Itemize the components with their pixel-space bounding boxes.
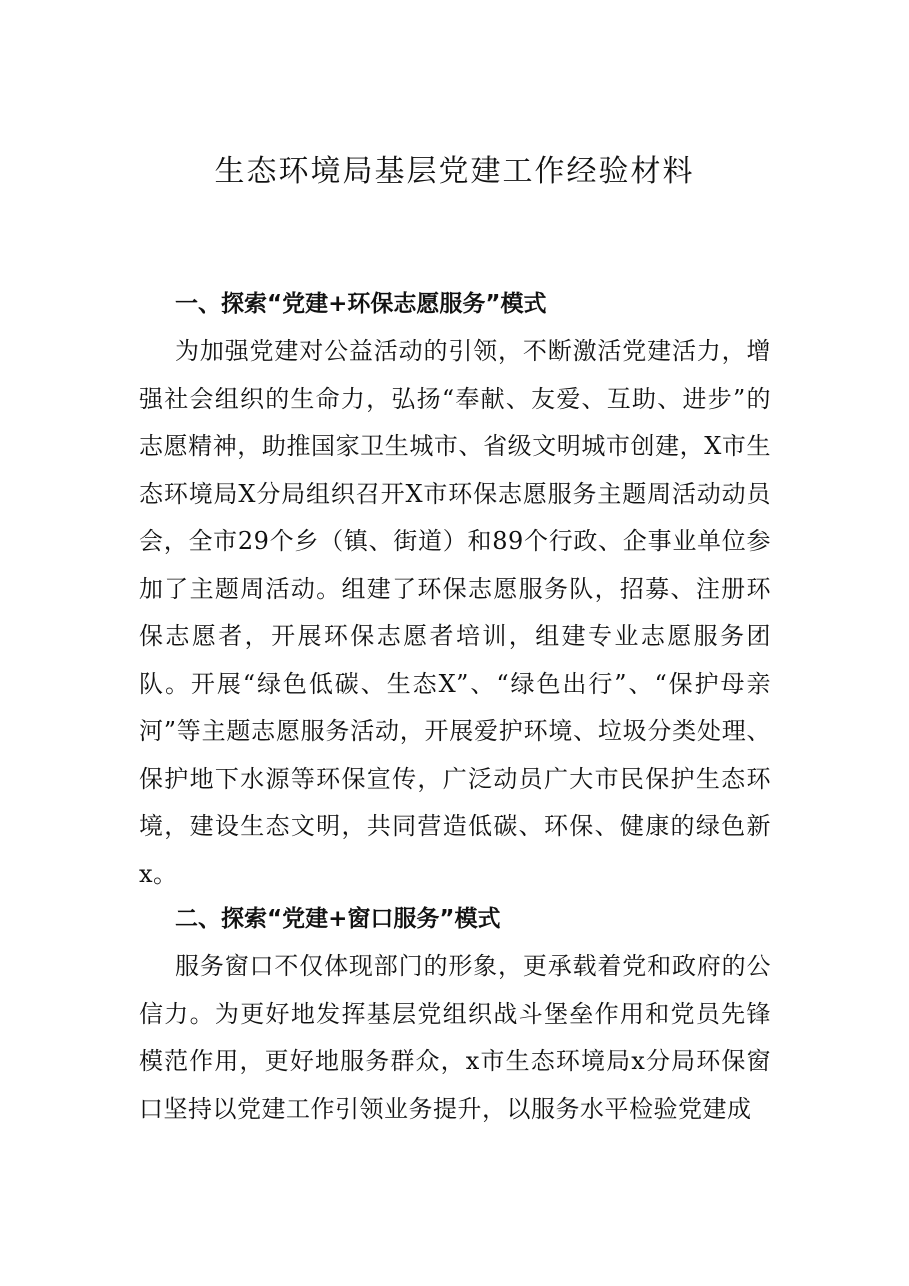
section-paragraph: 为加强党建对公益活动的引领，不断激活党建活力，增强社会组织的生命力，弘扬“奉献、友爱、互助、进步”的志愿精神，助推国家卫生城市、省级文明城市创建，X市生态环境局X分局组织召开X市环保志愿服务主题周活动动员会，全市29个乡（镇、街道）和89个行政、企事业单位参加了主题周活动。组建了环保志愿服务队，招募、注册环保志愿者，开展环保志愿者培训，组建专业志愿服务团队。开展“绿色低碳、生态X”、“绿色出行”、“保护母亲河”等主题志愿服务活动，开展爱护环境、垃圾分类处理、保护地下水源等环保宣传，广泛动员广大市民保护生态环境，建设生态文明，共同营造低碳、环保、健康的绿色新x。 [139,337,771,888]
document-title: 生态环境局基层党建工作经验材料 [214,154,695,189]
section-heading: 一、探索“党建+环保志愿服务”模式 [175,291,547,317]
section-one [139,280,771,898]
section-paragraph: 服务窗口不仅体现部门的形象，更承载着党和政府的公信力。为更好地发挥基层党组织战斗堡垒作用和党员先锋模范作用，更好地服务群众，x市生态环境局x分局环保窗口坚持以党建工作引领业务提升，以服务水平检验党建成 [139,952,771,1123]
section-heading: 二、探索“党建+窗口服务”模式 [175,906,501,932]
section-two [139,895,771,1133]
